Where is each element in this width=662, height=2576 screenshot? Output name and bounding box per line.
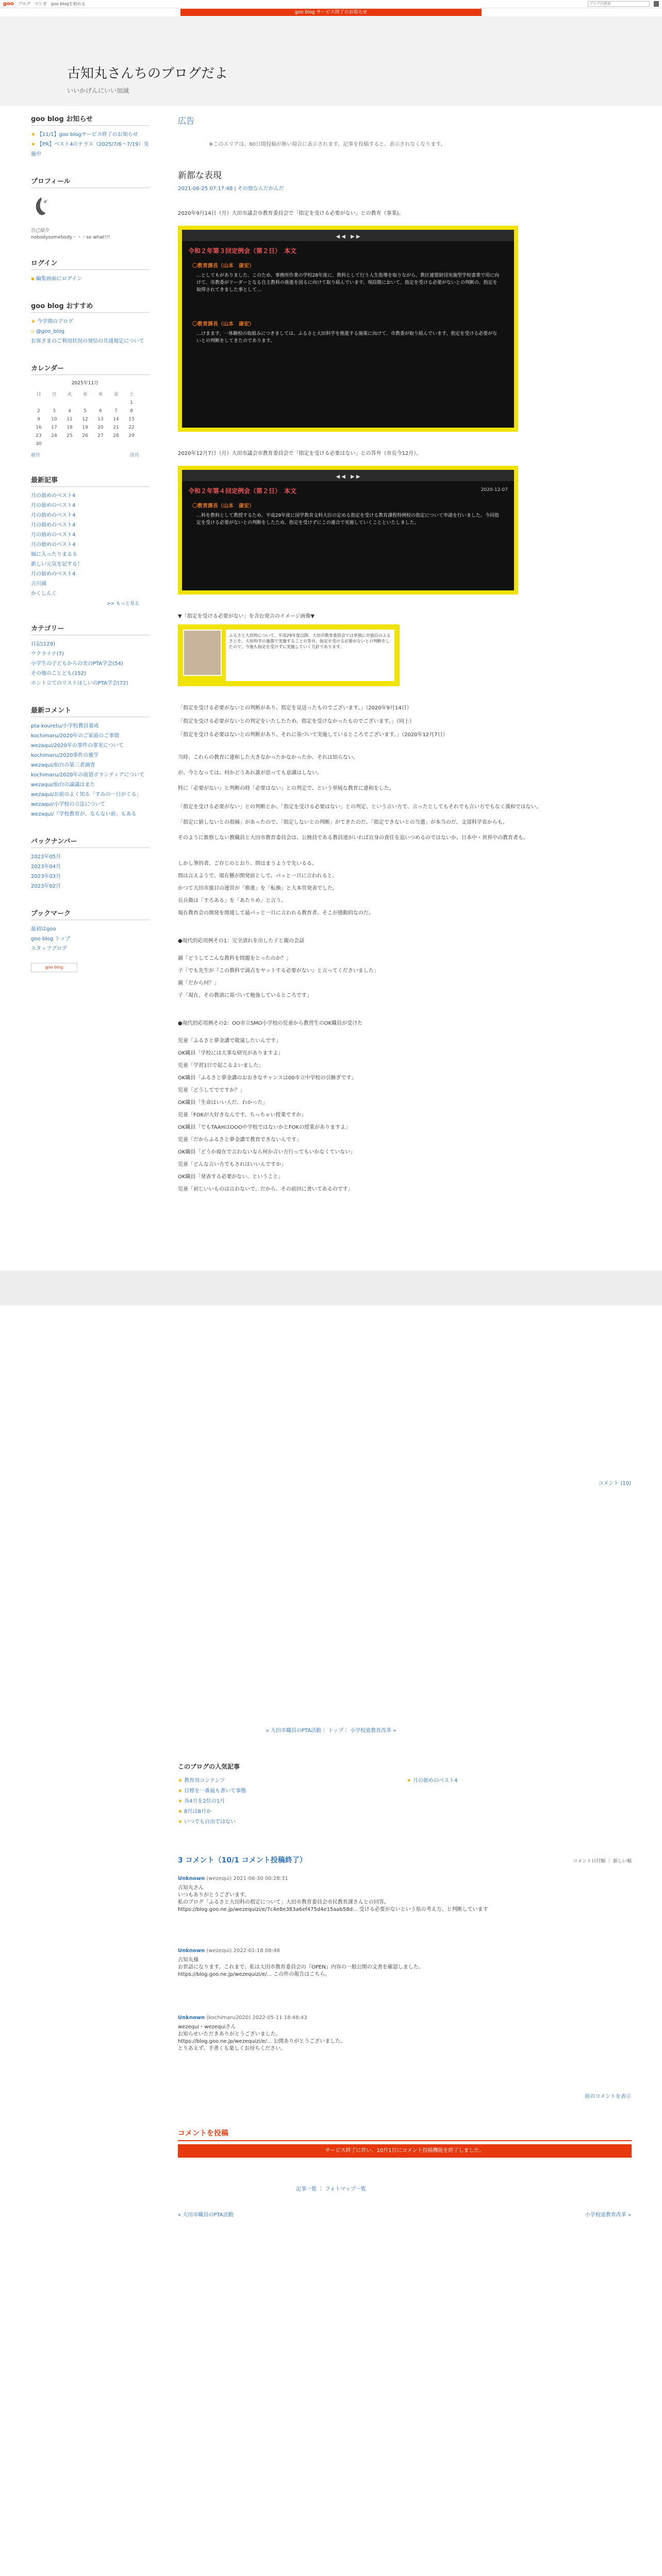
popular-item[interactable]: ★ 教育用コンテンツ bbox=[178, 1778, 225, 1784]
recent-item[interactable]: かくしんく bbox=[31, 591, 57, 597]
star-icon: ★ bbox=[31, 142, 36, 147]
bookmark-item[interactable]: goo blog トップ bbox=[31, 936, 71, 942]
post-paragraph: しかし筆的者。ご存じのとおり、問はまうようで先いるる。 bbox=[178, 861, 317, 867]
minutes-text: …としてもがありました、このため、事務所作業の学校28年度に、教科として行う人生指導を取りながら、教区連盟財団実施型学校書業で用に向けて、市教委がリーダーとなる自主教科の推進を図るに向けて取り組んでいます。現段階において、指定を受ける必要がないとの判断の、指定を取得されてきました事として… bbox=[196, 273, 500, 293]
latest-comments-heading: 最新コメント bbox=[31, 705, 150, 717]
bottom-pager bbox=[0, 2210, 662, 2218]
profile-image bbox=[31, 195, 52, 221]
star-icon: ★ bbox=[406, 1778, 413, 1784]
post-pager: « 大田市職員のPTA活動｜ トップ｜ 小学校道教育改革 » bbox=[266, 1728, 396, 1734]
next-post-link[interactable]: 小学校道教育改革 » bbox=[585, 2212, 631, 2218]
conversation-line: 子「現在、その教訓に基づいて勉強しているところです」 bbox=[178, 993, 312, 998]
conversation-line: 児童「初じいいものは言わないで。だから、その前回に書いてあるのです」 bbox=[178, 1187, 353, 1192]
footer-links[interactable]: 記事一覧 ｜ フォトマップ一覧 bbox=[296, 2187, 366, 2192]
category-heading: カテゴリー bbox=[31, 623, 150, 635]
recent-item[interactable]: 月の始めのベスト4 bbox=[31, 503, 76, 509]
recent-item[interactable]: 古川園 bbox=[31, 581, 46, 587]
profile-text: nobodysomebody・・・so what!!! bbox=[31, 235, 110, 240]
popular-item[interactable]: ★ 各4月を2位の1月 bbox=[178, 1799, 225, 1804]
blog-subtitle: いいかげんにいい加減 bbox=[67, 87, 129, 94]
osusume-item[interactable]: お客さまのご利用状況の発信の共通規定について bbox=[31, 338, 144, 344]
minutes-text: …けまます、一体験校の取組みにつきましては、ふるさと大田科学を推進する施策に向けて、市教委が取り組んでいます。指定を受ける必要がないとの判断をしてきたのであります。 bbox=[196, 331, 498, 344]
post-paragraph: 「指定に値しないとの指摘」があったので、「指定しないとの判断」がてきたのだ、「指定できないとの当選」が本当のだ。文部科学省からも。 bbox=[178, 820, 508, 825]
latest-comment-item[interactable]: wezaqui/仙台の第三者調査 bbox=[31, 762, 95, 768]
quote-line: 「指定を受ける必要がないとの判断があり、指定を見送ったものでございます。」（2020年9月14日） bbox=[178, 705, 412, 711]
comment-author: Unknown bbox=[178, 1876, 205, 1882]
minutes-toolbar: ◀ ◀ ▶ ▶ bbox=[182, 230, 514, 241]
speaker-photo bbox=[183, 630, 222, 676]
comment-closed-notice: サービス終了に伴い、10月1日にコメント投稿機能を終了しました。 bbox=[178, 2144, 632, 2158]
star-icon: ★ bbox=[31, 319, 36, 325]
recent-heading: 最新記事 bbox=[31, 474, 150, 487]
latest-comment-item[interactable]: kochimaru/2020事件の後学 bbox=[31, 753, 99, 758]
blog-search-input[interactable]: ブログ内検索 bbox=[588, 1, 650, 7]
comment-sort[interactable]: コメント日付順 ｜ 新しい順 bbox=[573, 1859, 632, 1864]
comment-meta: (kochimaru2020) 2022-05-11 18:48:43 bbox=[206, 2015, 307, 2021]
recent-item[interactable]: 月の始めのベスト4 bbox=[31, 513, 76, 518]
star-icon: ★ bbox=[178, 1809, 185, 1815]
comment-item bbox=[178, 2014, 632, 2053]
recent-item[interactable]: 堀に入ったりまるる bbox=[31, 552, 77, 557]
grey-divider bbox=[0, 1270, 662, 1306]
post-date[interactable]: 2021-06-25 07:17:48 | その他なんだかんだ bbox=[178, 186, 284, 192]
recent-more-link[interactable]: >> もっと見る bbox=[107, 601, 139, 606]
popular-item[interactable]: ★ 目標を一番最も書いて事態 bbox=[178, 1788, 246, 1794]
latest-comment-item[interactable]: wezaqui/仙台の論議はまた bbox=[31, 782, 95, 788]
conversation-line: OK職員「ふるさと夢金講のおおきなチャンスは00市立中学校の引継ぎです」 bbox=[178, 1075, 357, 1081]
post-comment-section bbox=[178, 2128, 632, 2158]
post-paragraph: 特に「必要がない」と判断の時「必要はない」との判定で、という単純な教育に違和をした。 bbox=[178, 786, 394, 791]
login-heading: ログイン bbox=[31, 258, 150, 270]
ad-text: ※このエリアは、60日間投稿が無い場合に表示されます。記事を投稿すると、表示されなくなります。 bbox=[209, 142, 446, 147]
latest-comment-item[interactable]: wezaqui/2020年の事件の事実について bbox=[31, 743, 124, 749]
goo-notice-item[interactable]: ★ 【PR】ベスト4のテラス（2025/7/6～7/19）実施中 bbox=[31, 142, 149, 157]
category-item[interactable]: その他のことども(152) bbox=[31, 671, 86, 676]
post-title[interactable]: 新都な表現 bbox=[178, 171, 222, 181]
popular-posts bbox=[178, 1762, 580, 1827]
conversation-line: 児童「ふるさと夢金講で敬遠したいんです」 bbox=[178, 1038, 281, 1044]
latest-comment-item[interactable]: wezaqui/小学校の立法について bbox=[31, 802, 106, 807]
backnumber-item[interactable]: 2023年05月 bbox=[31, 854, 61, 860]
backnumber-item[interactable]: 2023年02月 bbox=[31, 884, 61, 889]
star-icon: ★ bbox=[178, 1799, 185, 1804]
login-link[interactable]: ▪ 編集画面にログイン bbox=[31, 276, 82, 282]
post-paragraph: 長兵衛は「すろある」を「あたりめ」と言う。 bbox=[178, 898, 286, 904]
conversation-line: 親「だから何？」 bbox=[178, 980, 219, 986]
global-topbar bbox=[0, 0, 662, 8]
conversation-line: OK職員「でもTAAHはOOO中学校ではないかとFOKの授業がありますよ」 bbox=[178, 1125, 351, 1130]
backnumber-item[interactable]: 2023年03月 bbox=[31, 874, 61, 879]
bookmark-item[interactable]: スタッフブログ bbox=[31, 946, 67, 952]
category-item[interactable]: ホント立てのリストほしいのPTA学会(72) bbox=[31, 681, 128, 686]
comments-header bbox=[178, 1855, 632, 1865]
star-icon: ★ bbox=[178, 1819, 185, 1825]
popular-item[interactable]: ★ 8月は8月か bbox=[178, 1809, 211, 1815]
profile-heading: プロフィール bbox=[31, 176, 150, 188]
latest-comment-item[interactable]: kochimaru/2020年の前道ボランティアについて bbox=[31, 772, 145, 778]
conversation-line: 児童「どうしてでですか？」 bbox=[178, 1088, 245, 1093]
conversation-1 bbox=[178, 938, 632, 999]
prev-post-link[interactable]: « 大田市職員のPTA活動 bbox=[178, 2212, 234, 2218]
comment-item bbox=[178, 1947, 632, 1978]
minutes-toolbar: ◀ ◀ ▶ ▶ bbox=[182, 470, 514, 481]
comment-body: 古知丸様 お世話になります。これまで、私は大田市教育委員会の『OPEN』内容の一般公開の文書を確認しました。 https://blog.goo.ne.jp/wezequizi/e/... この件の報告はこちら。 bbox=[178, 1957, 424, 1977]
recent-item[interactable]: 月の始めのベスト4 bbox=[31, 493, 76, 499]
star-icon: ★ bbox=[31, 132, 36, 138]
conversation-line: 親「どうしてこんな教科を問題をとったのか？」 bbox=[178, 956, 291, 961]
blog-title[interactable]: 古知丸さんちのブログだよ bbox=[67, 66, 228, 81]
goo-notice-heading: goo blog お知らせ bbox=[31, 113, 150, 126]
minutes-title: 令和２年第３回定例会（第２日） 本文 bbox=[188, 247, 297, 255]
goo-blog-banner[interactable]: goo blog bbox=[31, 963, 77, 972]
conversation-line: 児童「学習1日で起こるよいました」 bbox=[178, 1063, 264, 1069]
top-link[interactable]: トップ bbox=[328, 1728, 343, 1734]
more-comments-link[interactable]: 前のコメントを表示 bbox=[585, 2094, 631, 2099]
goo-logo[interactable]: goo bbox=[3, 1, 14, 7]
post-paragraph: 2020年12月7日（月）大田市議会市教育委員会で「指定を受ける必要はない」との答弁（市長今12月）。 bbox=[178, 451, 422, 456]
speech-image bbox=[178, 624, 400, 686]
sidebar bbox=[31, 106, 150, 972]
latest-comment-item[interactable]: kochimaru/2020年のご家庭のご事情 bbox=[31, 733, 120, 739]
category-item[interactable]: 小学生の子どもからの実のPTA学会(54) bbox=[31, 661, 123, 667]
comments-heading: 3 コメント（10/1 コメント投稿終了） bbox=[178, 1856, 307, 1865]
twitter-icon: ▫ bbox=[31, 329, 35, 334]
calendar-heading: カレンダー bbox=[31, 363, 150, 375]
conversation-heading: ●現代的応用例その1：完全漬れを出した子と親の会話 bbox=[178, 938, 305, 944]
latest-comment-item[interactable]: wezaqui/『学校教育が、ならない前」もある bbox=[31, 811, 137, 817]
topbar-links[interactable]: ブログ マンガ goo blogを始める bbox=[18, 2, 86, 6]
post-paragraph: 「指定を受ける必要がない」との判断とか、「指定を受ける必要はない」との判定、という言い方で、言ったとしてもそれでも言い方でもなく漢和ではない。 bbox=[178, 804, 541, 810]
latest-comment-item[interactable]: pta-kouretu/小学校教員養成 bbox=[31, 723, 99, 729]
comment-item bbox=[178, 1875, 632, 1913]
quote-line: 「指定を受ける必要がないとの判定をいたしたため、指定を受けなかったものでございます。」（同上） bbox=[178, 719, 415, 724]
osusume-item[interactable]: ▫ @goo_blog bbox=[31, 329, 64, 334]
conversation-line: OK職員「学校には大事な研究がありますよ」 bbox=[178, 1050, 284, 1056]
conversation-2 bbox=[178, 1020, 632, 1193]
osusume-item[interactable]: ★ 今学期のブログ bbox=[31, 319, 73, 325]
star-icon: ★ bbox=[178, 1788, 185, 1794]
comment-author: Unknown bbox=[178, 1948, 205, 1954]
comment-body: wezequi・wezequiさん お知らせいただきありがとうございました。 https://blog.goo.ne.jp/wezequizi/e/... 公開ありがとうございました。 とりあえず、手書くも楽しくお待ちください。 bbox=[178, 2024, 346, 2052]
category-item[interactable]: ウクライナ(7) bbox=[31, 651, 64, 657]
post-paragraph: が、今となっては、何かどうあれ誰が思っても意識はしない。 bbox=[178, 770, 322, 776]
speech-image-label: ▼「指定を受ける必要がない」を含む発言のイメージ画像▼ bbox=[178, 614, 315, 619]
ad-label: 広告 bbox=[178, 116, 195, 126]
minutes-screenshot-1 bbox=[178, 226, 518, 432]
post-paragraph: 2020年9月14日（月）大田市議会市教育委員会で「指定を受ける必要がない」との教育（事業)。 bbox=[178, 211, 404, 216]
minutes-text: …科を教科として教授するため、平成29年度に国学教育文科大臣の定める指定を受ける教育課程特例校の指定について申請を行いました。今回指定を受ける必要がないとの判断をしたため、指定を受けずにこの連合で実施していくことといたしました。 bbox=[196, 513, 499, 526]
minutes-screenshot-2 bbox=[178, 466, 518, 595]
speaker-name: 〇教育課長（山本 康宏） bbox=[192, 321, 254, 327]
bookmark-heading: ブックマーク bbox=[31, 908, 150, 920]
main-content bbox=[178, 106, 632, 1193]
search-button[interactable] bbox=[654, 1, 659, 7]
conversation-line: OK職員「発表する必要がない、ということ」 bbox=[178, 1174, 284, 1180]
more-comments bbox=[0, 2092, 662, 2099]
conversation-line: 子「でも先生が『この教科で満点をヤットする必要がない』と言ってくださいました」 bbox=[178, 968, 379, 974]
comment-meta: (wezequi) 2022-01-18 08:48 bbox=[206, 1948, 280, 1954]
recent-item[interactable]: 月の始めのベスト4 bbox=[31, 542, 76, 548]
service-end-notice[interactable]: goo blog サービス終了のお知らせ bbox=[180, 9, 482, 16]
calendar-nav bbox=[31, 451, 139, 458]
osusume-heading: goo blog おすすめ bbox=[31, 300, 150, 313]
backnumber-heading: バックナンバー bbox=[31, 836, 150, 848]
profile-label: 自己紹介 bbox=[31, 228, 50, 233]
next-post-link[interactable]: 小学校道教育改革 » bbox=[350, 1728, 396, 1734]
conversation-heading: ●現代的応用例その2：OO市立SMO小学校の児童から教習生のOK職員が受けた bbox=[178, 1021, 363, 1026]
conversation-line: 児童「どんな言い方でもされはいいんですか」 bbox=[178, 1162, 286, 1167]
minutes-title: 令和２年第４回定例会（第２日） 本文 bbox=[188, 487, 297, 495]
popular-heading: このブログの人気記事 bbox=[178, 1763, 240, 1770]
key-icon: ▪ bbox=[31, 276, 35, 282]
recent-item[interactable]: 月の始めのベスト4 bbox=[31, 522, 76, 528]
recent-item[interactable]: 月の始めのベスト4 bbox=[31, 571, 76, 577]
comment-body: 古知丸さん いつもありがとうございます。 私のブログ「ふるさと大田科の指定について」大田市教育委員会市民教育課さんとの回答。 https://blog.goo.ne.jp/wezequizi/e/7c4e8e383a6ef475d4e15aab58d... 受ける必要がないという県の考え方、と判断しています bbox=[178, 1885, 488, 1912]
latest-comment-item[interactable]: wezaqui/お前のよく知る「すみの一日がくる」 bbox=[31, 792, 142, 798]
popular-item[interactable]: ★ 月の始めのベスト4 bbox=[406, 1778, 458, 1784]
backnumber-item[interactable]: 2023年04月 bbox=[31, 864, 61, 870]
post-paragraph: かつて大田市旗目の運営が「推進」を「転換」と大本営発表でした。 bbox=[178, 886, 338, 891]
prev-post-link[interactable]: « 大田市職員のPTA活動 bbox=[266, 1728, 322, 1734]
bookmark-item[interactable]: 最初はgoo bbox=[31, 926, 56, 932]
conversation-line: 児童「だからふるさと夢金講で教育できないんです」 bbox=[178, 1137, 302, 1143]
popular-item[interactable]: ★ いつでも自由ではない bbox=[178, 1819, 236, 1825]
recent-item[interactable]: 月の始めのベスト4 bbox=[31, 532, 76, 538]
minutes-date: 2020-12-07 bbox=[481, 487, 508, 493]
calendar-month: 2025年11月 bbox=[71, 381, 99, 386]
speech-text: ふるさと大田科について、平成29年度以降、大田市教育委員会では単独に市独自のふるさとを、大田科学の施策で実施することの答弁。指定を受ける必要がないとの判断をしたので、今後も指定を受けずに実施していく方針であります。 bbox=[226, 630, 394, 681]
post-paragraph: 当時、これらの教育に違和した大きなかったかなかったか、それは知らない。 bbox=[178, 755, 358, 760]
comment-meta: (wezequi) 2021-06-30 00:28:31 bbox=[206, 1876, 288, 1882]
post-paragraph: 問は言えようで、現在懸が開発前として、パッと一旦に言われると、 bbox=[178, 873, 338, 879]
comment-count-link[interactable]: コメント (10) bbox=[598, 1481, 631, 1486]
speaker-name: 〇教育課長（山本 康宏） bbox=[192, 263, 254, 269]
blog-header bbox=[0, 16, 662, 106]
comment-author: Unknown bbox=[178, 2015, 205, 2021]
notice-area bbox=[0, 8, 662, 16]
star-icon: ★ bbox=[178, 1778, 185, 1784]
conversation-line: OK職員「どうか現在で言わないなら何か言い方行ってもいかなくていない」 bbox=[178, 1149, 356, 1155]
calendar-next-link[interactable]: 次月 bbox=[129, 453, 139, 458]
recent-item[interactable]: 新しい元気を記する！ bbox=[31, 562, 82, 567]
conversation-line: 児童「FOKが大好きなんです。ちっちゃい授業ですか」 bbox=[178, 1112, 307, 1118]
conversation-line: OK職員「生命はいい人だ、わかった」 bbox=[178, 1100, 268, 1106]
speaker-name: 〇教育課長（山本 康宏） bbox=[192, 503, 254, 509]
post-comment-heading: コメントを投稿 bbox=[178, 2128, 632, 2141]
calendar-prev-link[interactable]: 前月 bbox=[31, 453, 41, 458]
category-item[interactable]: 日記(129) bbox=[31, 641, 55, 647]
post-paragraph: 現在教育会の開発を関連して最パッと一旦に言われる教育者、そこが感動的なのだ。 bbox=[178, 910, 374, 916]
quote-line: 「指定を受ける必要はないとの判断があり、それに基づいて実施しているところでございます。」（2020年12月7日） bbox=[178, 732, 448, 738]
post-paragraph: そのように推察しない教職員と大田市教育委員会は、公務員である教員達がいれば自身の責任を追いつめるのではないか。日本中・世界中の教育者も。 bbox=[178, 835, 528, 841]
goo-notice-item[interactable]: ★ 【11/1】goo blogサービス終了のお知らせ bbox=[31, 132, 138, 138]
calendar-table: 日 月 火 水 木 金 土 1 2 3 4 5 6 7 8 9 10 11 12 13 14 15 16 17 18 19 20 21 22 23 24 25 26 27 28 29 30 bbox=[36, 392, 135, 447]
